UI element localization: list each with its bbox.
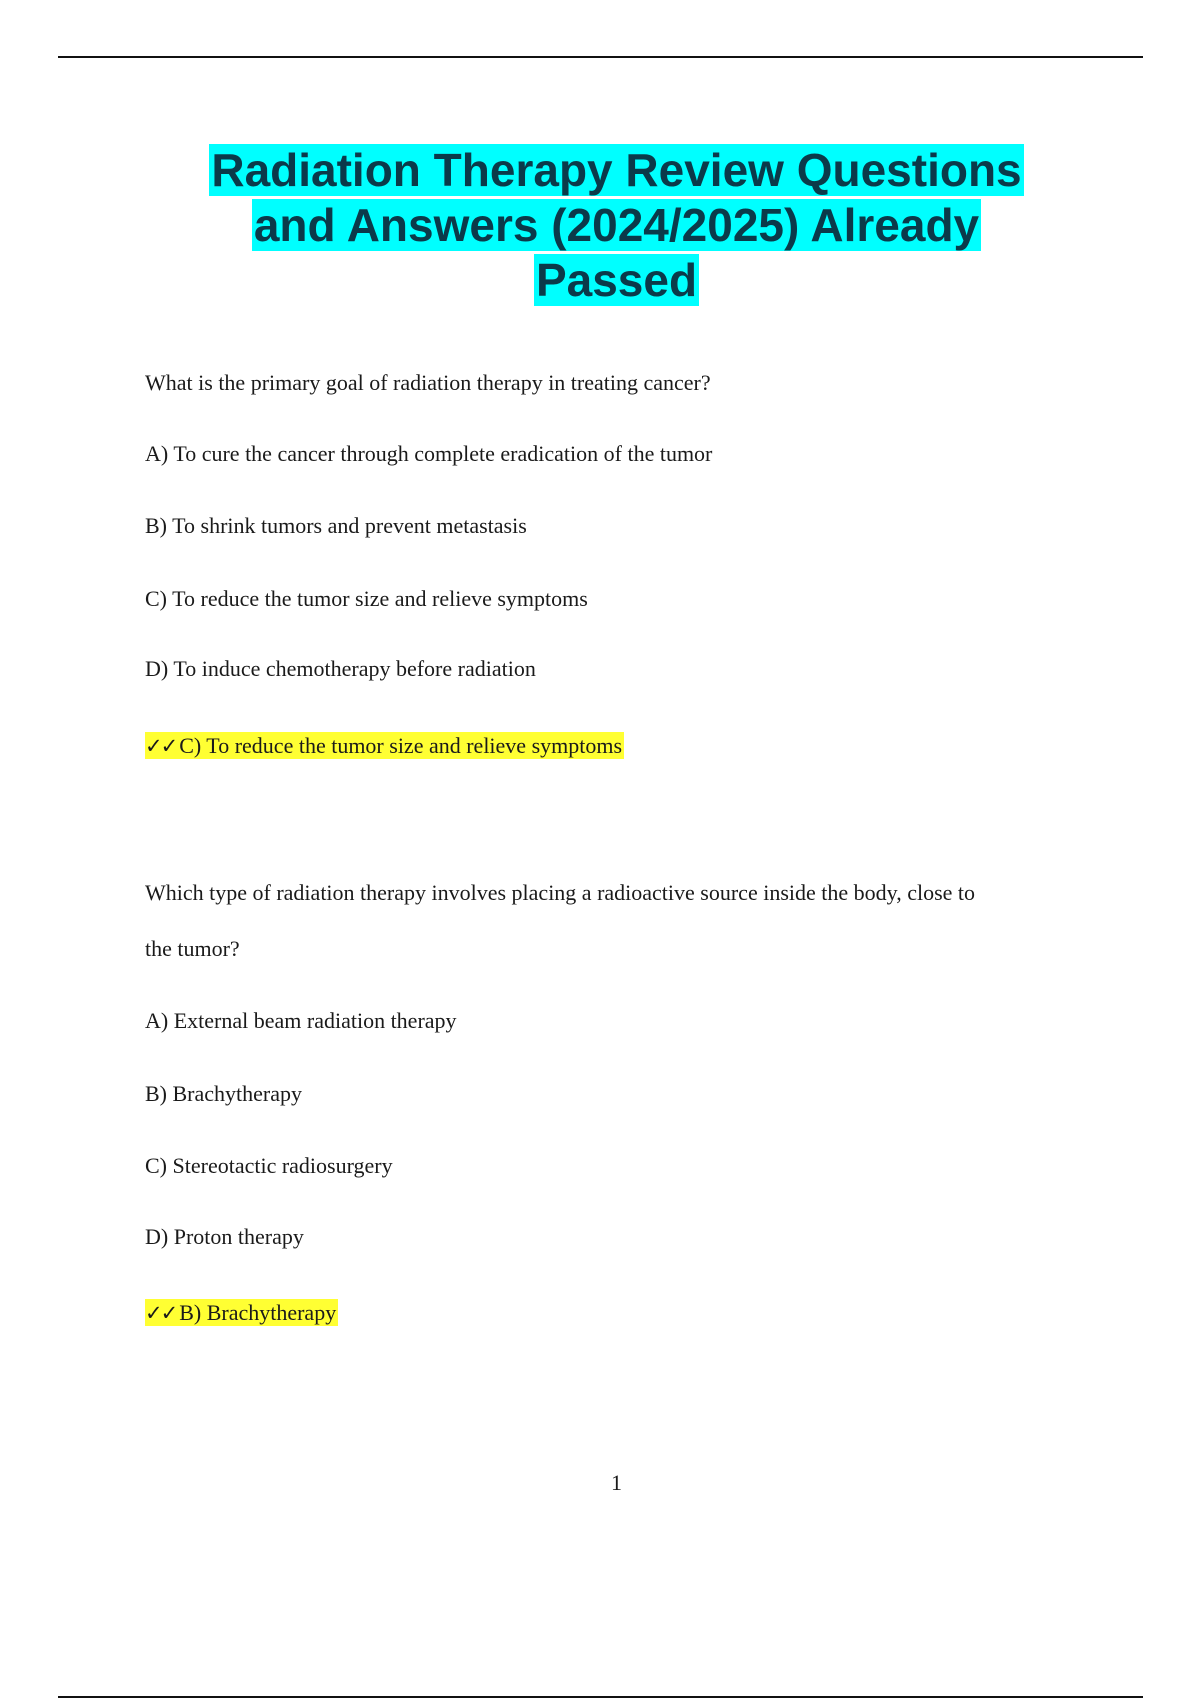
top-rule [58,56,1143,58]
question-2-prompt-line-1: Which type of radiation therapy involves placing a radioactive source inside the body, close to [145,880,976,905]
answer-text: B) Brachytherapy [179,1300,337,1325]
question-1-option-c: C) To reduce the tumor size and relieve symptoms [145,586,588,611]
title-line-3: Passed [535,254,698,306]
document-title [100,143,1133,308]
question-1-prompt: What is the primary goal of radiation therapy in treating cancer? [145,370,711,395]
question-1-option-b: B) To shrink tumors and prevent metastasis [145,513,527,538]
question-2-answer [145,1298,338,1328]
checkmark-icon: ✓✓ [145,1301,177,1325]
question-2-option-c: C) Stereotactic radiosurgery [145,1153,393,1178]
bottom-rule [58,1696,1143,1698]
question-1-option-d: D) To induce chemotherapy before radiation [145,656,536,681]
page-number: 1 [611,1470,622,1495]
question-1-answer [145,731,624,761]
question-1-option-a: A) To cure the cancer through complete eradication of the tumor [145,441,713,466]
question-2-option-b: B) Brachytherapy [145,1081,302,1106]
answer-text: C) To reduce the tumor size and relieve symptoms [179,733,623,758]
answer-highlight [145,732,624,759]
question-2-prompt-line-2: the tumor? [145,936,240,961]
title-line-1: Radiation Therapy Review Questions [211,144,1022,196]
title-line-2: and Answers (2024/2025) Already [253,199,980,251]
answer-highlight [145,1299,338,1326]
question-2-option-a: A) External beam radiation therapy [145,1008,457,1033]
question-2-option-d: D) Proton therapy [145,1224,304,1249]
checkmark-icon: ✓✓ [145,734,177,758]
